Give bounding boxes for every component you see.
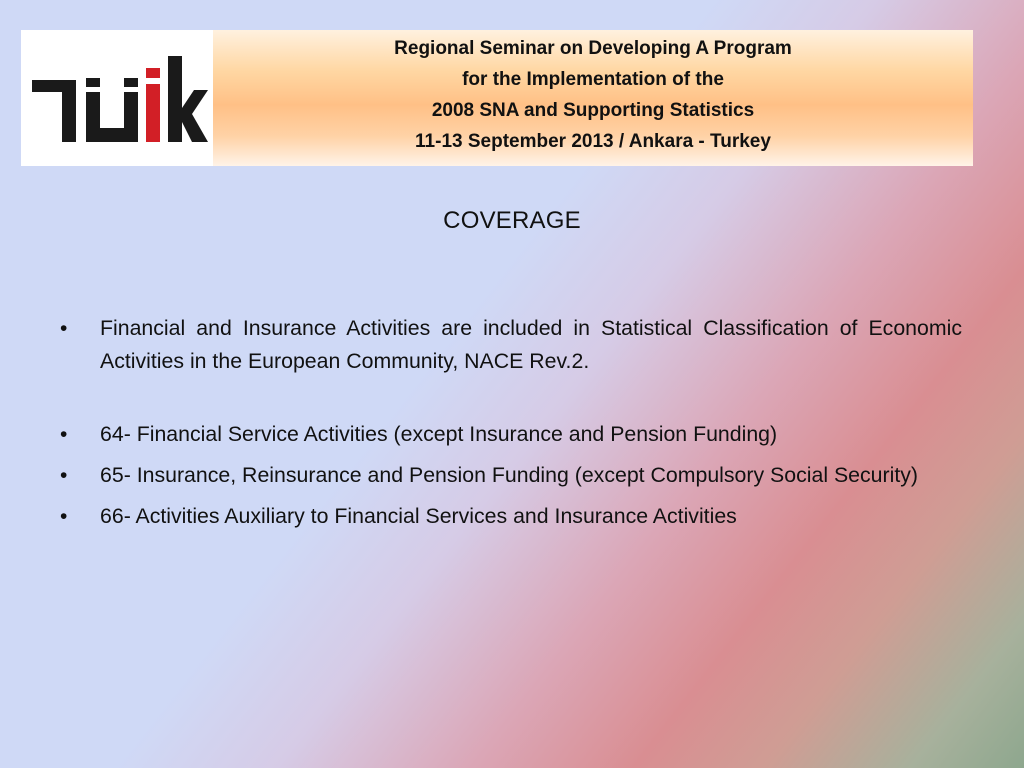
seminar-title-line-1: Regional Seminar on Developing A Program bbox=[394, 38, 792, 59]
slide-title: COVERAGE bbox=[443, 207, 581, 234]
seminar-title-line-2: for the Implementation of the bbox=[462, 69, 724, 90]
list-item bbox=[60, 500, 962, 533]
bullet-text: Financial and Insurance Activities are included in Statistical Classification of Economic Activities in the European Community, NACE Rev.2. bbox=[100, 316, 962, 373]
list-item bbox=[60, 312, 962, 378]
bullet-text: 65- Insurance, Reinsurance and Pension Funding (except Compulsory Social Security) bbox=[100, 463, 918, 487]
bullet-list bbox=[60, 312, 962, 541]
bullet-icon: • bbox=[60, 505, 68, 528]
seminar-title-line-3: 2008 SNA and Supporting Statistics bbox=[431, 100, 755, 121]
bullet-text: 66- Activities Auxiliary to Financial Services and Insurance Activities bbox=[100, 504, 737, 528]
bullet-icon: • bbox=[60, 423, 68, 446]
list-item bbox=[60, 459, 962, 492]
tuik-logo-icon bbox=[26, 42, 208, 154]
seminar-date-location: 11-13 September 2013 / Ankara - Turkey bbox=[415, 131, 771, 152]
bullet-icon: • bbox=[60, 317, 68, 340]
bullet-text: 64- Financial Service Activities (except Insurance and Pension Funding) bbox=[100, 422, 778, 446]
seminar-title-block bbox=[213, 30, 973, 166]
header-banner bbox=[21, 30, 973, 166]
list-item bbox=[60, 418, 962, 451]
bullet-icon: • bbox=[60, 464, 68, 487]
logo bbox=[21, 30, 213, 166]
